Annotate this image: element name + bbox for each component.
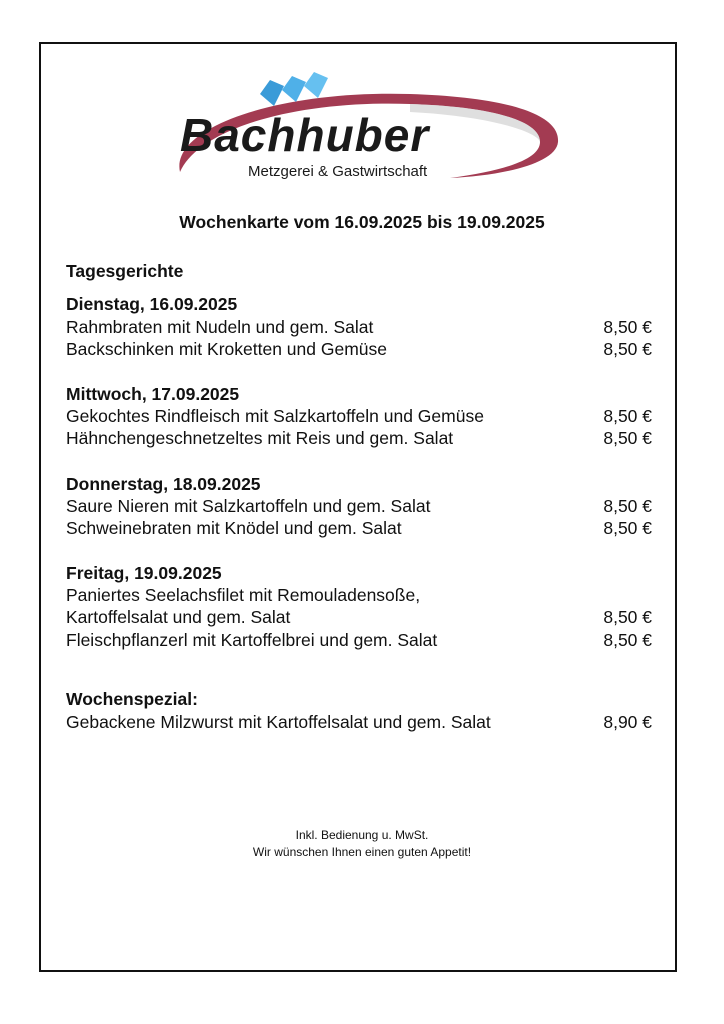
dish-price: 8,50 € [603, 496, 652, 516]
dish-price: 8,50 € [603, 607, 652, 627]
dish-name: Gekochtes Rindfleisch mit Salzkartoffeln und Gemüse [66, 406, 484, 426]
dish-name: Hähnchengeschnetzeltes mit Reis und gem. Salat [66, 428, 454, 448]
dish-price: 8,50 € [603, 630, 652, 650]
dish-price: 8,50 € [603, 317, 652, 337]
dish-name: Backschinken mit Kroketten und Gemüse [66, 339, 387, 359]
dish-price: 8,50 € [603, 339, 652, 359]
dish-name: Rahmbraten mit Nudeln und gem. Salat [66, 317, 374, 337]
dish-name: Fleischpflanzerl mit Kartoffelbrei und gem. Salat [66, 630, 438, 650]
dish-price: 8,50 € [603, 406, 652, 426]
dish-name: Saure Nieren mit Salzkartoffeln und gem. Salat [66, 496, 431, 516]
diamond-icon [282, 76, 306, 102]
diamond-icon [304, 72, 328, 98]
footer-note: Inkl. Bedienung u. MwSt. [295, 828, 429, 842]
day-heading: Mittwoch, 17.09.2025 [66, 384, 240, 404]
diamond-icon [260, 80, 284, 106]
section-label: Tagesgerichte [66, 261, 184, 281]
special-heading: Wochenspezial: [66, 689, 198, 709]
logo-subtitle: Metzgerei & Gastwirtschaft [248, 163, 428, 180]
special-dish-name: Gebackene Milzwurst mit Kartoffelsalat und gem. Salat [66, 712, 491, 732]
dish-name: Kartoffelsalat und gem. Salat [66, 607, 291, 627]
footer-greeting: Wir wünschen Ihnen einen guten Appetit! [252, 845, 472, 859]
day-heading: Freitag, 19.09.2025 [66, 563, 222, 583]
dish-name: Schweinebraten mit Knödel und gem. Salat [66, 518, 402, 538]
special-dish-price: 8,90 € [603, 712, 652, 732]
menu-title: Wochenkarte vom 16.09.2025 bis 19.09.2025 [179, 212, 545, 232]
dish-price: 8,50 € [603, 428, 652, 448]
dish-name: Paniertes Seelachsfilet mit Remouladensoße, [66, 585, 421, 605]
logo-name: Bachhuber [180, 109, 430, 161]
dish-price: 8,50 € [603, 518, 652, 538]
day-heading: Dienstag, 16.09.2025 [66, 294, 238, 314]
day-heading: Donnerstag, 18.09.2025 [66, 474, 261, 494]
